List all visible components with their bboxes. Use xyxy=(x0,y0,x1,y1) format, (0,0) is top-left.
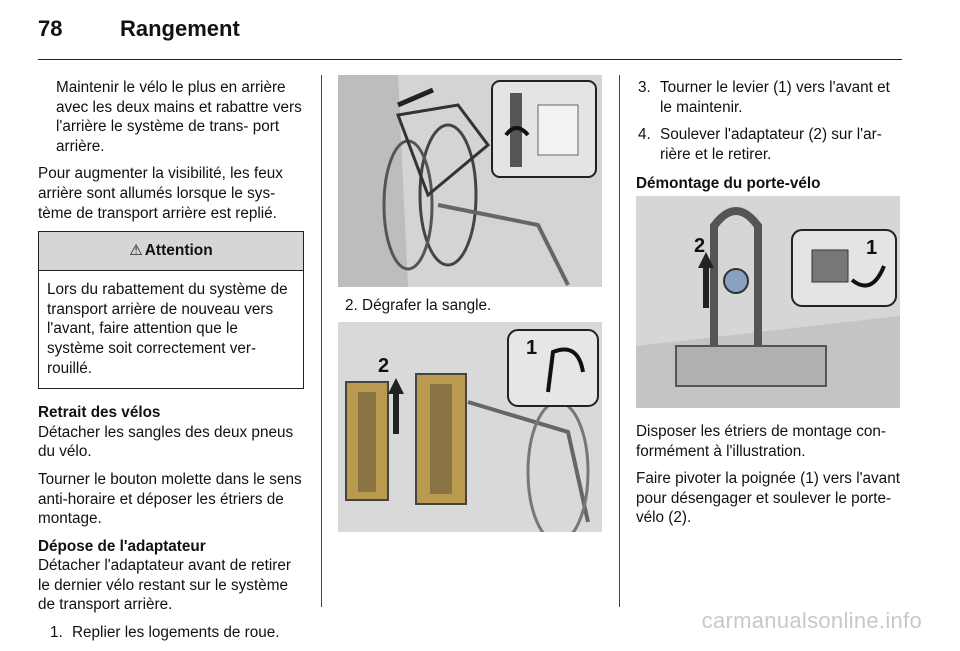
column-separator-2 xyxy=(619,75,620,607)
step-1: 1. Replier les logements de roue. xyxy=(50,624,280,642)
heading-carrier-removal: Démontage du porte-vélo xyxy=(636,175,821,193)
carrier-removal-illustration xyxy=(636,196,900,408)
wheel-holder-illustration xyxy=(338,322,602,532)
column-right xyxy=(636,78,904,194)
column-right-bottom xyxy=(636,422,904,536)
figure-label-2b: 2 xyxy=(694,235,706,257)
header-rule xyxy=(38,59,902,60)
paragraph-turn-knob: Tourner le bouton molette dans le sens anti-horaire et déposer les étriers de montage. xyxy=(38,470,302,528)
paragraph-rotate-handle: Faire pivoter la poignée (1) vers l'avant pour désengager et soulever le porte-vélo (2). xyxy=(636,470,900,527)
watermark: carmanualsonline.info xyxy=(701,608,922,633)
step-3: 3. Tourner le levier (1) vers l'avant et le maintenir. xyxy=(638,79,890,116)
figure-bike-on-carrier xyxy=(338,75,602,287)
column-separator-1 xyxy=(321,75,322,607)
step-2: 2. Dégrafer la sangle. xyxy=(345,297,492,314)
figure-carrier-removal xyxy=(636,196,900,408)
figure-label-1b: 1 xyxy=(866,237,878,259)
paragraph-detach-straps: Détacher les sangles des deux pneus du vélo. xyxy=(38,423,294,461)
page-title: Rangement xyxy=(120,16,240,41)
heading-adapter-removal: Dépose de l'adaptateur xyxy=(38,537,206,555)
attention-title: ⚠ Attention xyxy=(39,232,303,271)
attention-box xyxy=(38,231,304,389)
page-number: 78 xyxy=(38,16,63,41)
steps-list-1 xyxy=(38,623,304,643)
figure-label-1: 1 xyxy=(526,337,538,359)
paragraph-visibility: Pour augmenter la visibilité, les feux arrière sont allumés lorsque le sys- tème de transport arrière est replié. xyxy=(38,165,283,222)
steps-list-2 xyxy=(636,78,904,164)
warning-triangle-icon: ⚠ xyxy=(129,242,143,260)
paragraph-arrange-brackets: Disposer les étriers de montage con- formément à l'illustration. xyxy=(636,423,886,460)
column-left xyxy=(38,78,304,651)
figure-label-2: 2 xyxy=(378,355,390,377)
paragraph-detach-adapter: Détacher l'adaptateur avant de retirer le dernier vélo restant sur le système de transport arrière. xyxy=(38,557,291,614)
attention-body: Lors du rabattement du système de transport arrière de nouveau vers l'avant, faire attention que le système soit correctement ver- rouillé. xyxy=(47,281,288,377)
bike-carrier-illustration xyxy=(338,75,602,287)
paragraph-hold-bike: Maintenir le vélo le plus en arrière avec les deux mains et rabattre vers l'arrière le système de trans- port arrière. xyxy=(56,79,302,155)
heading-bike-removal: Retrait des vélos xyxy=(38,404,161,422)
step-4: 4. Soulever l'adaptateur (2) sur l'ar- rière et le retirer. xyxy=(638,126,882,163)
figure-wheel-holders xyxy=(338,322,602,532)
